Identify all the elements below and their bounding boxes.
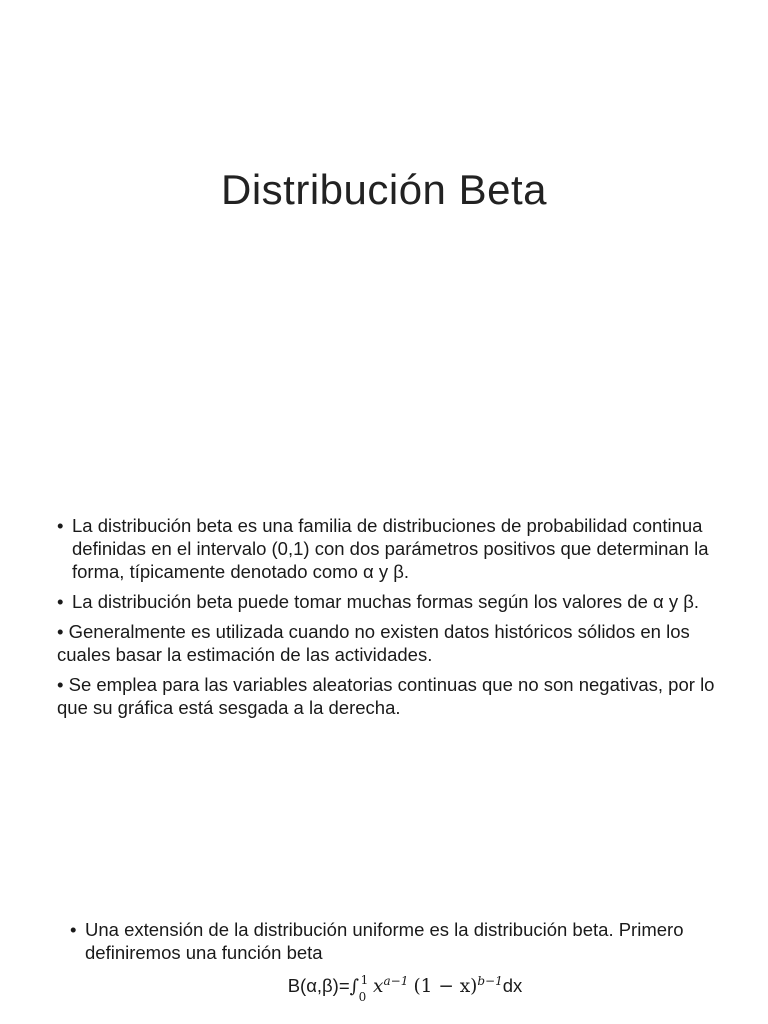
formula-x: x xyxy=(373,976,384,998)
bullet-item xyxy=(57,514,727,583)
formula-paren-term: (1 − x) xyxy=(413,976,478,998)
bullet-item xyxy=(57,590,727,613)
bullet-item xyxy=(57,620,727,666)
slide-title: Distribución Beta xyxy=(221,166,547,213)
integral-lower-limit: 0 xyxy=(358,990,367,1005)
bullet-text: • Generalmente es utilizada cuando no existen datos históricos sólidos en los cuales basar la estimación de las actividades. xyxy=(57,621,690,665)
bullet-marker: • xyxy=(70,919,77,940)
bullet-marker: • xyxy=(57,591,64,612)
bullet-text: La distribución beta es una familia de distribuciones de probabilidad continua definidas en el intervalo (0,1) con dos parámetros positivos que determinan la forma, típicamente denotado como α y β. xyxy=(72,515,709,582)
bullet-marker: • xyxy=(57,515,64,536)
formula-exponent-a: a−1 xyxy=(383,974,409,988)
beta-function-section xyxy=(70,918,720,1005)
bullet-item xyxy=(70,918,720,964)
bullet-item xyxy=(57,673,727,719)
bullet-text: Una extensión de la distribución uniforme es la distribución beta. Primero definiremos una función beta xyxy=(85,919,684,963)
integral-sign: ∫ 1 0 xyxy=(350,975,359,998)
formula-dx: dx xyxy=(502,975,523,997)
bullet-text: La distribución beta puede tomar muchas formas según los valores de α y β. xyxy=(72,591,700,612)
integral-upper-limit: 1 xyxy=(360,973,369,988)
bullet-list xyxy=(57,514,727,726)
formula-lhs: B(α,β)= xyxy=(287,975,350,997)
bullet-text: • Se emplea para las variables aleatorias continuas que no son negativas, por lo que su gráfica está sesgada a la derecha. xyxy=(57,674,715,718)
beta-function-formula xyxy=(70,970,720,1005)
formula-exponent-b: b−1 xyxy=(477,974,503,988)
